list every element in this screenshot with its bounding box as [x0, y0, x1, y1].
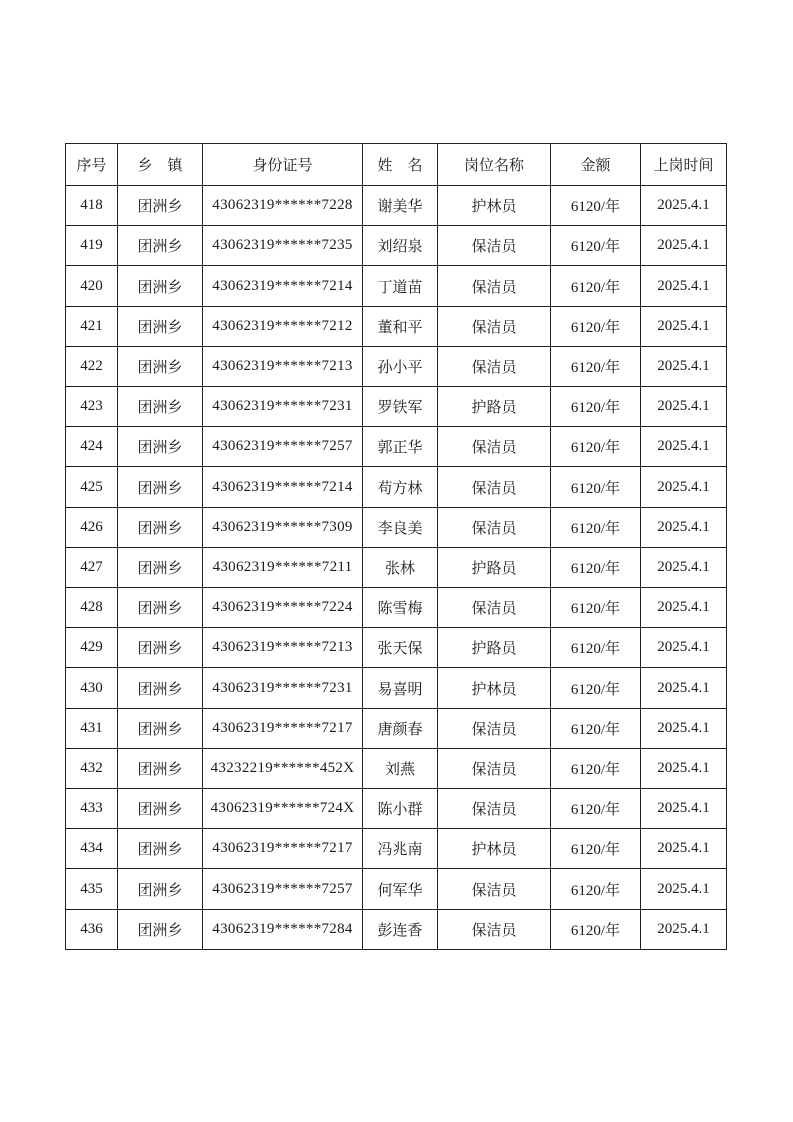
cell-amount: 6120/年: [551, 708, 641, 748]
cell-name: 张林: [363, 547, 438, 587]
cell-name: 郭正华: [363, 427, 438, 467]
cell-id-number: 43062319******7231: [203, 387, 363, 427]
cell-start-date: 2025.4.1: [641, 467, 727, 507]
table-row: [66, 789, 727, 829]
cell-serial-number: 420: [66, 266, 118, 306]
cell-id-number: 43062319******7214: [203, 266, 363, 306]
cell-id-number: 43062319******7213: [203, 628, 363, 668]
cell-position: 护林员: [438, 829, 551, 869]
cell-id-number: 43062319******7217: [203, 708, 363, 748]
cell-serial-number: 418: [66, 186, 118, 226]
cell-name: 何军华: [363, 869, 438, 909]
cell-township: 团洲乡: [118, 789, 203, 829]
cell-serial-number: 425: [66, 467, 118, 507]
cell-name: 陈雪梅: [363, 588, 438, 628]
cell-serial-number: 430: [66, 668, 118, 708]
column-header-id-number: 身份证号: [203, 144, 363, 186]
cell-name: 陈小群: [363, 789, 438, 829]
column-header-start-date: 上岗时间: [641, 144, 727, 186]
table-row: [66, 748, 727, 788]
cell-position: 保洁员: [438, 226, 551, 266]
cell-id-number: 43062319******7231: [203, 668, 363, 708]
cell-township: 团洲乡: [118, 588, 203, 628]
cell-amount: 6120/年: [551, 748, 641, 788]
cell-township: 团洲乡: [118, 427, 203, 467]
cell-start-date: 2025.4.1: [641, 869, 727, 909]
cell-township: 团洲乡: [118, 346, 203, 386]
cell-township: 团洲乡: [118, 708, 203, 748]
cell-start-date: 2025.4.1: [641, 266, 727, 306]
cell-id-number: 43062319******7212: [203, 306, 363, 346]
column-header-township: 乡 镇: [118, 144, 203, 186]
cell-position: 保洁员: [438, 507, 551, 547]
column-header-serial-number: 序号: [66, 144, 118, 186]
column-header-amount: 金额: [551, 144, 641, 186]
cell-serial-number: 435: [66, 869, 118, 909]
table-row: [66, 507, 727, 547]
cell-township: 团洲乡: [118, 306, 203, 346]
cell-position: 保洁员: [438, 789, 551, 829]
cell-township: 团洲乡: [118, 748, 203, 788]
cell-position: 保洁员: [438, 909, 551, 949]
table-row: [66, 226, 727, 266]
column-header-position: 岗位名称: [438, 144, 551, 186]
cell-amount: 6120/年: [551, 467, 641, 507]
cell-start-date: 2025.4.1: [641, 909, 727, 949]
table-row: [66, 869, 727, 909]
cell-serial-number: 423: [66, 387, 118, 427]
cell-start-date: 2025.4.1: [641, 829, 727, 869]
cell-amount: 6120/年: [551, 789, 641, 829]
cell-position: 保洁员: [438, 306, 551, 346]
cell-id-number: 43062319******724X: [203, 789, 363, 829]
cell-serial-number: 431: [66, 708, 118, 748]
cell-position: 护林员: [438, 668, 551, 708]
table-row: [66, 387, 727, 427]
cell-id-number: 43062319******7214: [203, 467, 363, 507]
cell-amount: 6120/年: [551, 909, 641, 949]
cell-township: 团洲乡: [118, 909, 203, 949]
table-row: [66, 467, 727, 507]
cell-township: 团洲乡: [118, 266, 203, 306]
cell-township: 团洲乡: [118, 547, 203, 587]
cell-serial-number: 429: [66, 628, 118, 668]
cell-start-date: 2025.4.1: [641, 186, 727, 226]
cell-township: 团洲乡: [118, 507, 203, 547]
cell-amount: 6120/年: [551, 306, 641, 346]
cell-amount: 6120/年: [551, 507, 641, 547]
cell-township: 团洲乡: [118, 226, 203, 266]
cell-serial-number: 432: [66, 748, 118, 788]
cell-serial-number: 428: [66, 588, 118, 628]
cell-id-number: 43062319******7213: [203, 346, 363, 386]
cell-name: 丁道苗: [363, 266, 438, 306]
cell-position: 保洁员: [438, 467, 551, 507]
cell-name: 苟方林: [363, 467, 438, 507]
cell-position: 保洁员: [438, 869, 551, 909]
cell-position: 保洁员: [438, 708, 551, 748]
cell-amount: 6120/年: [551, 226, 641, 266]
cell-serial-number: 424: [66, 427, 118, 467]
cell-township: 团洲乡: [118, 628, 203, 668]
cell-township: 团洲乡: [118, 467, 203, 507]
cell-start-date: 2025.4.1: [641, 387, 727, 427]
cell-start-date: 2025.4.1: [641, 547, 727, 587]
cell-position: 保洁员: [438, 266, 551, 306]
cell-position: 护林员: [438, 186, 551, 226]
cell-amount: 6120/年: [551, 547, 641, 587]
cell-name: 刘绍泉: [363, 226, 438, 266]
cell-name: 董和平: [363, 306, 438, 346]
cell-start-date: 2025.4.1: [641, 748, 727, 788]
cell-serial-number: 422: [66, 346, 118, 386]
cell-amount: 6120/年: [551, 869, 641, 909]
cell-start-date: 2025.4.1: [641, 789, 727, 829]
cell-position: 保洁员: [438, 588, 551, 628]
cell-start-date: 2025.4.1: [641, 588, 727, 628]
personnel-roster-table: [65, 143, 727, 950]
cell-position: 护路员: [438, 628, 551, 668]
cell-start-date: 2025.4.1: [641, 668, 727, 708]
header-row: [66, 144, 727, 186]
cell-id-number: 43062319******7257: [203, 427, 363, 467]
table-row: [66, 829, 727, 869]
column-header-name: 姓 名: [363, 144, 438, 186]
cell-position: 保洁员: [438, 427, 551, 467]
table-row: [66, 909, 727, 949]
cell-id-number: 43062319******7235: [203, 226, 363, 266]
table-row: [66, 306, 727, 346]
table-row: [66, 346, 727, 386]
cell-serial-number: 426: [66, 507, 118, 547]
cell-start-date: 2025.4.1: [641, 507, 727, 547]
cell-start-date: 2025.4.1: [641, 346, 727, 386]
cell-amount: 6120/年: [551, 186, 641, 226]
cell-start-date: 2025.4.1: [641, 427, 727, 467]
cell-id-number: 43062319******7217: [203, 829, 363, 869]
cell-name: 易喜明: [363, 668, 438, 708]
cell-amount: 6120/年: [551, 588, 641, 628]
cell-name: 李良美: [363, 507, 438, 547]
cell-amount: 6120/年: [551, 346, 641, 386]
cell-name: 孙小平: [363, 346, 438, 386]
cell-township: 团洲乡: [118, 387, 203, 427]
cell-position: 护路员: [438, 387, 551, 427]
cell-serial-number: 436: [66, 909, 118, 949]
cell-id-number: 43062319******7228: [203, 186, 363, 226]
cell-township: 团洲乡: [118, 668, 203, 708]
table-row: [66, 628, 727, 668]
cell-position: 护路员: [438, 547, 551, 587]
cell-name: 罗铁军: [363, 387, 438, 427]
cell-start-date: 2025.4.1: [641, 708, 727, 748]
cell-name: 彭连香: [363, 909, 438, 949]
cell-amount: 6120/年: [551, 427, 641, 467]
cell-serial-number: 433: [66, 789, 118, 829]
table-body: [66, 186, 727, 950]
cell-id-number: 43062319******7211: [203, 547, 363, 587]
cell-start-date: 2025.4.1: [641, 226, 727, 266]
table-row: [66, 708, 727, 748]
table-row: [66, 427, 727, 467]
cell-amount: 6120/年: [551, 387, 641, 427]
cell-serial-number: 434: [66, 829, 118, 869]
table-row: [66, 588, 727, 628]
cell-serial-number: 421: [66, 306, 118, 346]
cell-township: 团洲乡: [118, 869, 203, 909]
cell-name: 谢美华: [363, 186, 438, 226]
cell-serial-number: 419: [66, 226, 118, 266]
cell-name: 刘燕: [363, 748, 438, 788]
cell-id-number: 43062319******7257: [203, 869, 363, 909]
cell-serial-number: 427: [66, 547, 118, 587]
cell-township: 团洲乡: [118, 186, 203, 226]
cell-amount: 6120/年: [551, 829, 641, 869]
cell-start-date: 2025.4.1: [641, 628, 727, 668]
cell-position: 保洁员: [438, 346, 551, 386]
table-row: [66, 186, 727, 226]
table-row: [66, 266, 727, 306]
cell-amount: 6120/年: [551, 668, 641, 708]
cell-id-number: 43232219******452X: [203, 748, 363, 788]
cell-start-date: 2025.4.1: [641, 306, 727, 346]
cell-id-number: 43062319******7284: [203, 909, 363, 949]
cell-id-number: 43062319******7224: [203, 588, 363, 628]
cell-name: 唐颜春: [363, 708, 438, 748]
cell-name: 张天保: [363, 628, 438, 668]
table-row: [66, 547, 727, 587]
cell-amount: 6120/年: [551, 628, 641, 668]
cell-township: 团洲乡: [118, 829, 203, 869]
cell-amount: 6120/年: [551, 266, 641, 306]
table-row: [66, 668, 727, 708]
cell-position: 保洁员: [438, 748, 551, 788]
cell-id-number: 43062319******7309: [203, 507, 363, 547]
cell-name: 冯兆南: [363, 829, 438, 869]
